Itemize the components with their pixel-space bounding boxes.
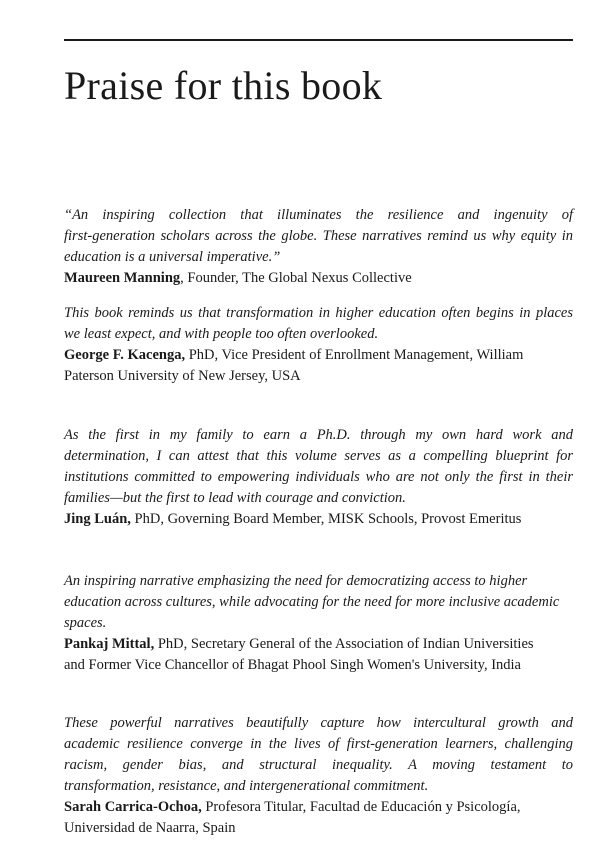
quote-line: institutions committed to empowering individuals who are not only the first in their <box>64 469 573 485</box>
author-title: , Founder, The Global Nexus Collective <box>180 270 412 286</box>
quote-line: These powerful narratives beautifully capture how intercultural growth and <box>64 715 573 731</box>
author-name: Pankaj Mittal, <box>64 636 155 652</box>
blurb-attribution <box>64 509 573 530</box>
quote-line: academic resilience converge in the lives of first-generation learners, challenging <box>64 736 573 752</box>
praise-blurb-manning <box>64 205 573 289</box>
quote-line: first-generation scholars across the globe. These narratives remind us why equity in <box>64 228 573 244</box>
praise-blurb-kacenga <box>64 303 573 387</box>
page-title: Praise for this book <box>64 63 383 108</box>
author-title: PhD, Secretary General of the Association of Indian Universities <box>154 636 534 652</box>
blurb-attribution <box>64 634 573 655</box>
blurb-attribution <box>64 797 573 818</box>
blurb-quote <box>64 303 573 345</box>
praise-blurb-mittal <box>64 571 573 676</box>
quote-line: An inspiring narrative emphasizing the need for democratizing access to higher <box>64 573 528 589</box>
blurb-quote <box>64 713 573 797</box>
quote-line: spaces. <box>64 615 107 631</box>
author-title: PhD, Governing Board Member, MISK Schools, Provost Emeritus <box>130 511 522 527</box>
blurb-attribution <box>64 268 573 289</box>
top-rule <box>64 39 573 41</box>
author-title: Profesora Titular, Facultad de Educación y Psicología, <box>201 799 521 815</box>
praise-blurb-luan <box>64 425 573 530</box>
blurb-quote <box>64 205 573 268</box>
author-name: Maureen Manning <box>64 270 181 286</box>
praise-blurb-carrica-ochoa <box>64 713 573 839</box>
author-name: Sarah Carrica-Ochoa, <box>64 799 202 815</box>
book-page <box>64 0 573 865</box>
quote-line: As the first in my family to earn a Ph.D. through my own hard work and <box>64 427 573 443</box>
quote-line: racism, gender bias, and structural inequality. A moving testament to <box>64 757 573 773</box>
author-name: George F. Kacenga, <box>64 347 186 363</box>
blurb-quote <box>64 425 573 509</box>
quote-line: transformation, resistance, and intergenerational commitment. <box>64 778 429 794</box>
author-name: Jing Luán, <box>64 511 131 527</box>
blurb-attribution <box>64 345 573 366</box>
quote-line: “An inspiring collection that illuminates the resilience and ingenuity of <box>64 207 573 223</box>
quote-line: families—but the first to lead with courage and conviction. <box>64 490 406 506</box>
blurb-attribution-cont: Universidad de Naarra, Spain <box>64 820 236 836</box>
blurb-attribution-cont: Paterson University of New Jersey, USA <box>64 368 301 384</box>
quote-line: we least expect, and with people too often overlooked. <box>64 326 379 342</box>
quote-line: education across cultures, while advocating for the need for more inclusive academic <box>64 594 560 610</box>
quote-line: determination, I can attest that this volume serves as a compelling blueprint for <box>64 448 573 464</box>
blurb-attribution-cont: and Former Vice Chancellor of Bhagat Phool Singh Women's University, India <box>64 657 521 673</box>
quote-line: This book reminds us that transformation in higher education often begins in places <box>64 305 573 321</box>
author-title: PhD, Vice President of Enrollment Management, William <box>185 347 524 363</box>
blurb-quote <box>64 571 573 634</box>
quote-line: education is a universal imperative.” <box>64 249 281 265</box>
